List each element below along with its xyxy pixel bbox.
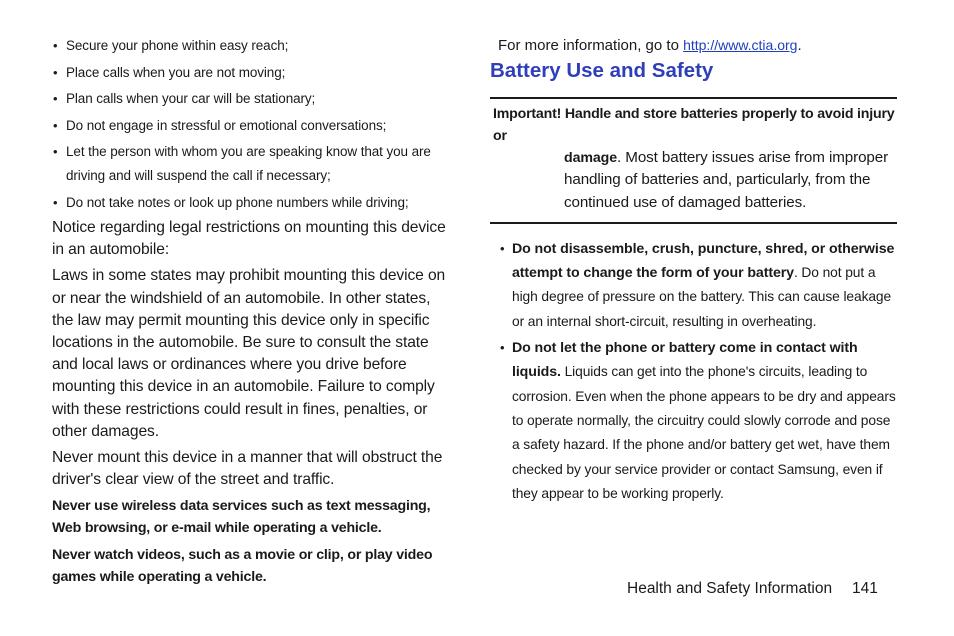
list-item — [52, 34, 452, 58]
mounting-laws-paragraph: Laws in some states may prohibit mounting this device on or near the windshield of an automobile. In other states, the law may permit mounting this device only in specific locations in the automobile. Be sure to consult the state and local laws or ordinances where you drive before mounting this device in an automobile. Failure to comply with these restrictions could result in fines, penalties, or other damages. — [52, 267, 446, 440]
list-item-text: Plan calls when your car will be stationary; — [66, 91, 316, 106]
bullet-glyph: • — [53, 91, 58, 106]
list-item-text: Do not engage in stressful or emotional conversations; — [66, 117, 387, 133]
important-rest-text: . Most battery issues arise from improper handling of batteries and, particularly, from the continued use of damaged batteries. — [564, 149, 889, 211]
left-column — [52, 34, 452, 593]
list-item-text: Let the person with whom you are speaking know that you are driving and will suspend the call if necessary; — [66, 144, 431, 183]
important-body — [493, 147, 897, 214]
battery-warning-bold: Do not disassemble, crush, puncture, shred, or otherwise attempt to change the form of your battery — [512, 240, 895, 282]
section-heading: Battery Use and Safety — [490, 59, 714, 82]
list-item — [52, 140, 452, 188]
liquid-warning-text: Liquids can get into the phone's circuits, leading to corrosion. Even when the phone appears to be dry and appears to operate normally, the circuitry could slowly corrode and pose a safety hazard. If the phone and/or battery get wet, have them checked by your service provider or contact Samsung, even if they appear to be working properly. — [512, 364, 896, 501]
ctia-link[interactable]: http://www.ctia.org — [683, 37, 798, 53]
list-item — [52, 114, 452, 138]
battery-warning-text: . Do not put a high degree of pressure on the battery. This can cause leakage or an internal short-circuit, resulting in overheating. — [512, 265, 892, 329]
important-note-box — [490, 97, 897, 224]
list-item — [490, 237, 900, 334]
list-item-text: Secure your phone within easy reach; — [66, 38, 289, 53]
more-info-suffix: . — [797, 37, 802, 54]
more-info-prefix: For more information, go to — [498, 37, 684, 54]
list-item-text: Place calls when you are not moving; — [66, 64, 286, 80]
list-item — [52, 191, 452, 215]
right-column — [490, 34, 900, 506]
list-item — [52, 61, 452, 85]
bullet-glyph: • — [53, 117, 58, 133]
footer-section-title: Health and Safety Information — [627, 580, 833, 597]
bullet-glyph: • — [500, 340, 505, 356]
obstruction-paragraph: Never mount this device in a manner that will obstruct the driver's clear view of the street and traffic. — [52, 449, 443, 489]
bullet-glyph: • — [53, 64, 58, 80]
more-info-line — [498, 34, 900, 57]
list-item-text: Do not take notes or look up phone numbers while driving; — [66, 194, 409, 210]
bullet-glyph: • — [53, 38, 58, 53]
bullet-glyph: • — [53, 194, 58, 210]
bullet-glyph: • — [53, 144, 58, 159]
bullet-glyph: • — [500, 240, 505, 256]
list-item — [52, 87, 452, 111]
important-bold-continuation: damage — [564, 150, 618, 166]
liquid-warning-bold: Do not let the phone or battery come in contact with liquids. — [512, 340, 858, 381]
mounting-notice-paragraph: Notice regarding legal restrictions on mounting this device in an automobile: — [52, 219, 446, 259]
video-warning: Never watch videos, such as a movie or clip, or play video games while operating a vehicle. — [52, 547, 433, 586]
driving-tips-list — [52, 34, 452, 215]
list-item — [490, 336, 900, 506]
important-label: Important! Handle and store batteries properly to avoid injury or — [493, 106, 895, 144]
page-number: 141 — [852, 580, 878, 597]
wireless-data-warning: Never use wireless data services such as text messaging, Web browsing, or e-mail while operating a vehicle. — [52, 498, 431, 537]
